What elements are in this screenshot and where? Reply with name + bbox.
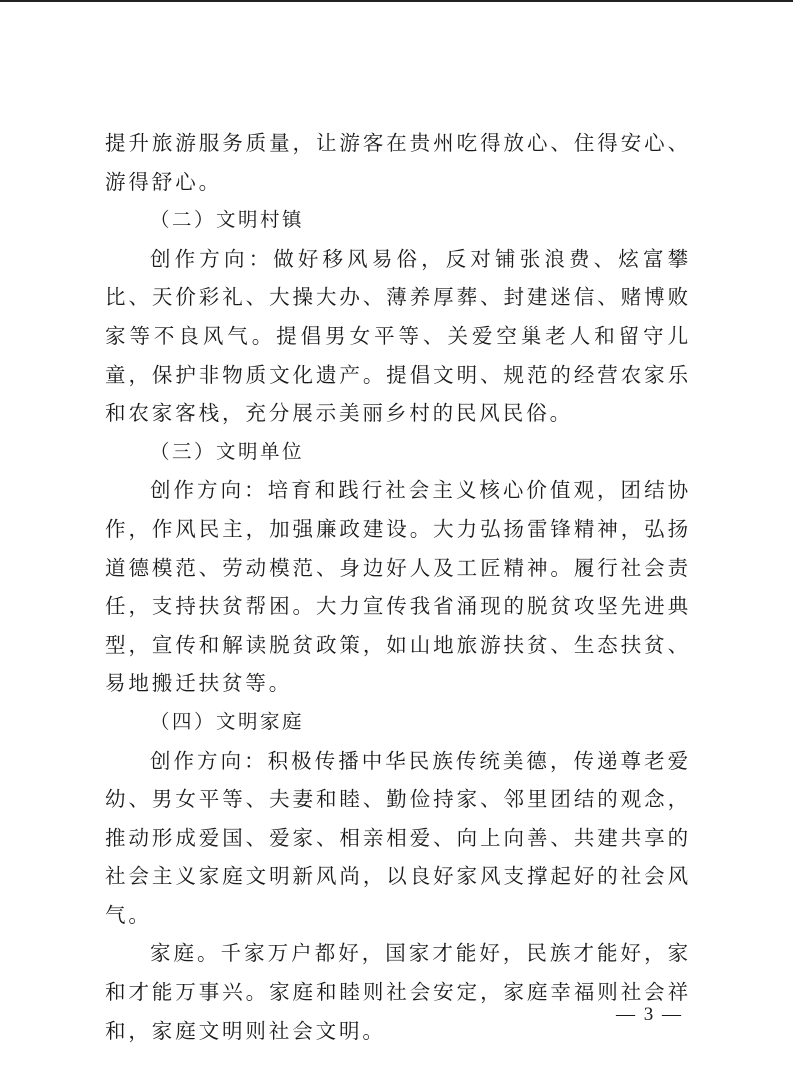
paragraph-tourism-continued: 提升旅游服务质量，让游客在贵州吃得放心、住得安心、游得舒心。 xyxy=(105,131,691,194)
top-border-rule xyxy=(0,0,793,2)
paragraph-family-harmony: 家庭。千家万户都好，国家才能好，民族才能好，家和才能万事兴。家庭和睦则社会安定，家庭幸福则社会祥和，家庭文明则社会文明。 xyxy=(105,941,691,1043)
section-heading-civilized-villages: （二）文明村镇 xyxy=(150,208,305,232)
section-heading-civilized-families: （四）文明家庭 xyxy=(150,709,305,733)
document-body xyxy=(105,124,691,1050)
page-number: — 3 — xyxy=(616,1004,683,1025)
paragraph-units-direction: 创作方向：培育和践行社会主义核心价值观，团结协作，作风民主，加强廉政建设。大力弘扬雷锋精神，弘扬道德模范、劳动模范、身边好人及工匠精神。履行社会责任，支持扶贫帮困。大力宣传我省涌现的脱贫攻坚先进典型，宣传和解读脱贫政策，如山地旅游扶贫、生态扶贫、易地搬迁扶贫等。 xyxy=(105,478,691,696)
section-heading-civilized-units: （三）文明单位 xyxy=(150,439,305,463)
paragraph-villages-direction: 创作方向：做好移风易俗，反对铺张浪费、炫富攀比、天价彩礼、大操大办、薄养厚葬、封建迷信、赌博败家等不良风气。提倡男女平等、关爱空巢老人和留守儿童，保护非物质文化遗产。提倡文明、规范的经营农家乐和农家客栈，充分展示美丽乡村的民风民俗。 xyxy=(105,246,691,426)
paragraph-families-direction: 创作方向：积极传播中华民族传统美德，传递尊老爱幼、男女平等、夫妻和睦、勤俭持家、邻里团结的观念，推动形成爱国、爱家、相亲相爱、向上向善、共建共享的社会主义家庭文明新风尚，以良好家风支撑起好的社会风气。 xyxy=(105,748,691,927)
